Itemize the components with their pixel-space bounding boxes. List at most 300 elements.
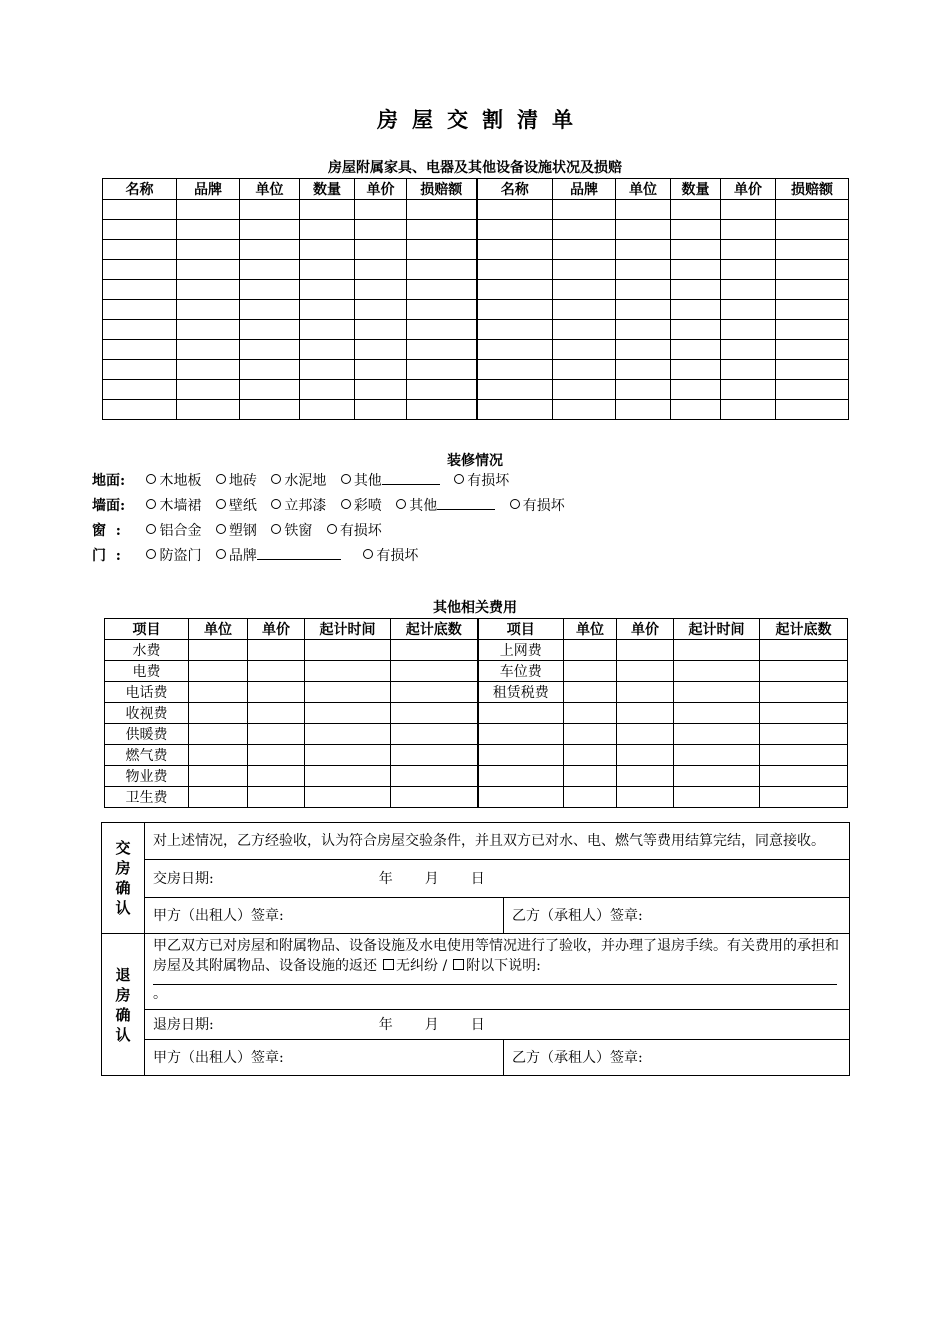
table-cell[interactable]	[671, 360, 721, 380]
table-cell[interactable]	[189, 724, 248, 745]
table-cell[interactable]	[248, 766, 305, 787]
table-cell[interactable]	[616, 400, 671, 420]
wall-wainscot-option[interactable]: 木墙裙	[146, 498, 201, 514]
table-cell[interactable]	[248, 724, 305, 745]
confirmation-table	[101, 822, 850, 1076]
radio-circle-icon	[146, 499, 156, 509]
table-cell[interactable]	[674, 787, 760, 808]
table-cell[interactable]	[305, 661, 391, 682]
table-cell[interactable]	[721, 380, 776, 400]
table-cell[interactable]	[477, 320, 553, 340]
window-damaged-option[interactable]: 有损坏	[327, 523, 382, 539]
table-cell[interactable]	[300, 380, 355, 400]
table-cell[interactable]	[477, 400, 553, 420]
col-brand: 品牌	[177, 179, 240, 200]
table-cell[interactable]	[617, 703, 674, 724]
table-cell[interactable]	[564, 682, 617, 703]
table-cell[interactable]	[305, 703, 391, 724]
table-cell[interactable]	[300, 320, 355, 340]
table-cell[interactable]	[553, 260, 616, 280]
fee-col-unit-2: 单位	[564, 619, 617, 640]
table-cell[interactable]	[671, 300, 721, 320]
table-cell[interactable]	[553, 320, 616, 340]
fee-item-label: 电话费	[105, 682, 189, 703]
table-cell[interactable]	[760, 766, 848, 787]
table-cell[interactable]	[776, 220, 849, 240]
table-cell[interactable]	[407, 280, 477, 300]
table-cell[interactable]	[674, 682, 760, 703]
table-row	[103, 200, 849, 220]
table-cell[interactable]	[355, 340, 407, 360]
fee-item-label: 卫生费	[105, 787, 189, 808]
door-brand-blank[interactable]	[257, 559, 341, 560]
table-row	[105, 661, 848, 682]
table-cell[interactable]	[564, 745, 617, 766]
return-statement-row	[102, 934, 850, 1010]
furniture-table	[102, 178, 849, 420]
table-cell[interactable]	[177, 380, 240, 400]
table-cell[interactable]	[103, 300, 177, 320]
table-cell[interactable]	[564, 766, 617, 787]
table-cell[interactable]	[776, 280, 849, 300]
table-row	[105, 703, 848, 724]
table-cell[interactable]	[721, 340, 776, 360]
door-row	[92, 544, 575, 569]
handover-statement-row	[102, 823, 850, 860]
table-cell[interactable]	[477, 220, 553, 240]
table-cell[interactable]	[477, 280, 553, 300]
table-cell[interactable]	[564, 661, 617, 682]
table-cell[interactable]	[407, 340, 477, 360]
table-cell[interactable]	[391, 724, 478, 745]
table-cell[interactable]	[305, 640, 391, 661]
table-cell[interactable]	[671, 200, 721, 220]
table-cell[interactable]	[721, 360, 776, 380]
table-cell[interactable]	[760, 703, 848, 724]
col-unit-price: 单价	[355, 179, 407, 200]
table-cell[interactable]	[355, 280, 407, 300]
col-quantity-2: 数量	[671, 179, 721, 200]
table-cell[interactable]	[674, 724, 760, 745]
table-cell[interactable]	[616, 340, 671, 360]
table-cell[interactable]	[760, 787, 848, 808]
return-statement: 甲乙双方已对房屋和附属物品、设备设施及水电使用等情况进行了验收，并办理了退房手续。有关费用的承担和房屋及其附属物品、设备设施的返还 无纠纷 / 附以下说明: 。	[145, 934, 850, 1010]
table-cell[interactable]	[240, 300, 300, 320]
table-cell[interactable]	[391, 787, 478, 808]
table-cell[interactable]	[103, 380, 177, 400]
table-cell[interactable]	[240, 280, 300, 300]
table-cell[interactable]	[305, 724, 391, 745]
floor-tile-option[interactable]: 地砖	[216, 473, 257, 489]
handover-date-field[interactable]: 交房日期: 年 月 日	[145, 860, 850, 898]
table-cell[interactable]	[553, 340, 616, 360]
table-cell[interactable]	[189, 682, 248, 703]
table-cell[interactable]	[189, 745, 248, 766]
table-cell[interactable]	[616, 320, 671, 340]
table-cell[interactable]	[305, 682, 391, 703]
col-unit: 单位	[240, 179, 300, 200]
window-iron-option[interactable]: 铁窗	[271, 523, 312, 539]
table-cell[interactable]	[616, 260, 671, 280]
table-cell[interactable]	[616, 300, 671, 320]
checkbox-icon[interactable]	[383, 959, 394, 970]
table-cell[interactable]	[674, 661, 760, 682]
wall-spray-option[interactable]: 彩喷	[341, 498, 382, 514]
table-cell[interactable]	[103, 340, 177, 360]
table-cell[interactable]	[103, 200, 177, 220]
window-aluminum-option[interactable]: 铝合金	[146, 523, 201, 539]
door-brand-option[interactable]: 品牌	[216, 548, 341, 564]
table-cell[interactable]	[553, 200, 616, 220]
table-cell[interactable]	[674, 703, 760, 724]
fee-col-start-reading: 起计底数	[391, 619, 478, 640]
table-cell[interactable]	[760, 724, 848, 745]
table-cell[interactable]	[300, 280, 355, 300]
return-party-a-signature[interactable]: 甲方（出租人）签章:	[145, 1040, 504, 1076]
table-cell[interactable]	[477, 260, 553, 280]
table-row	[103, 400, 849, 420]
radio-circle-icon	[341, 474, 351, 484]
table-row	[103, 220, 849, 240]
table-cell[interactable]	[355, 220, 407, 240]
table-cell[interactable]	[103, 280, 177, 300]
fee-item-label: 电费	[105, 661, 189, 682]
wall-other-blank[interactable]	[437, 509, 495, 510]
table-cell[interactable]	[776, 320, 849, 340]
table-cell[interactable]	[355, 300, 407, 320]
table-cell[interactable]	[355, 200, 407, 220]
table-row	[103, 260, 849, 280]
handover-date-row	[102, 860, 850, 898]
door-label: 门 :	[92, 548, 121, 564]
table-cell[interactable]	[391, 661, 478, 682]
table-cell[interactable]	[177, 280, 240, 300]
table-cell[interactable]	[189, 640, 248, 661]
table-cell[interactable]	[721, 280, 776, 300]
table-cell[interactable]	[240, 320, 300, 340]
table-cell[interactable]	[240, 380, 300, 400]
table-cell[interactable]	[240, 260, 300, 280]
table-cell[interactable]	[407, 200, 477, 220]
radio-circle-icon	[271, 474, 281, 484]
table-cell[interactable]	[300, 340, 355, 360]
table-cell[interactable]	[674, 640, 760, 661]
radio-circle-icon	[271, 499, 281, 509]
table-cell[interactable]	[477, 340, 553, 360]
table-row	[105, 766, 848, 787]
return-party-b-signature[interactable]: 乙方（承租人）签章:	[504, 1040, 850, 1076]
return-date-row	[102, 1010, 850, 1040]
table-cell[interactable]	[240, 240, 300, 260]
table-cell[interactable]	[177, 240, 240, 260]
window-label: 窗 :	[92, 523, 121, 539]
table-cell[interactable]	[305, 745, 391, 766]
table-cell[interactable]	[248, 703, 305, 724]
fee-col-price: 单价	[248, 619, 305, 640]
radio-circle-icon	[216, 549, 226, 559]
col-quantity: 数量	[300, 179, 355, 200]
table-cell[interactable]	[300, 200, 355, 220]
table-cell[interactable]	[355, 240, 407, 260]
table-cell[interactable]	[407, 240, 477, 260]
table-cell[interactable]	[721, 200, 776, 220]
fee-item-label: 供暖费	[105, 724, 189, 745]
table-cell[interactable]	[553, 400, 616, 420]
table-cell[interactable]	[391, 682, 478, 703]
table-cell[interactable]	[671, 220, 721, 240]
table-cell[interactable]	[391, 745, 478, 766]
table-cell[interactable]	[248, 661, 305, 682]
wall-other-option[interactable]: 其他	[396, 498, 495, 514]
floor-damaged-option[interactable]: 有损坏	[454, 473, 509, 489]
table-cell[interactable]	[177, 320, 240, 340]
fees-table	[104, 618, 848, 808]
table-cell[interactable]	[355, 380, 407, 400]
table-cell[interactable]	[477, 200, 553, 220]
table-cell[interactable]	[300, 400, 355, 420]
table-cell[interactable]	[477, 360, 553, 380]
table-cell[interactable]	[564, 787, 617, 808]
table-cell[interactable]	[776, 240, 849, 260]
table-row	[105, 745, 848, 766]
table-cell[interactable]	[674, 766, 760, 787]
table-cell[interactable]	[553, 220, 616, 240]
col-name-2: 名称	[477, 179, 553, 200]
fees-heading: 其他相关费用	[433, 600, 517, 616]
table-cell[interactable]	[616, 360, 671, 380]
handover-party-a-signature[interactable]: 甲方（出租人）签章:	[145, 898, 504, 934]
table-cell[interactable]	[616, 280, 671, 300]
col-compensation: 损赔额	[407, 179, 477, 200]
table-cell[interactable]	[721, 320, 776, 340]
table-cell[interactable]	[240, 360, 300, 380]
table-cell[interactable]	[671, 340, 721, 360]
table-cell[interactable]	[671, 380, 721, 400]
table-cell[interactable]	[248, 787, 305, 808]
table-cell[interactable]	[477, 380, 553, 400]
fee-item-label: 车位费	[478, 661, 564, 682]
table-cell[interactable]	[177, 200, 240, 220]
wall-wallpaper-option[interactable]: 壁纸	[216, 498, 257, 514]
table-row	[103, 380, 849, 400]
table-cell[interactable]	[177, 400, 240, 420]
floor-wood-option[interactable]: 木地板	[146, 473, 201, 489]
table-cell[interactable]	[477, 300, 553, 320]
radio-circle-icon	[216, 499, 226, 509]
radio-circle-icon	[341, 499, 351, 509]
table-row	[103, 280, 849, 300]
table-cell[interactable]	[617, 661, 674, 682]
fee-item-label	[478, 787, 564, 808]
table-cell[interactable]	[305, 787, 391, 808]
table-cell[interactable]	[721, 240, 776, 260]
table-cell[interactable]	[721, 220, 776, 240]
table-cell[interactable]	[103, 360, 177, 380]
fee-item-label: 租赁税费	[478, 682, 564, 703]
table-cell[interactable]	[240, 340, 300, 360]
table-cell[interactable]	[760, 640, 848, 661]
table-cell[interactable]	[407, 260, 477, 280]
table-cell[interactable]	[391, 640, 478, 661]
fee-col-item: 项目	[105, 619, 189, 640]
table-cell[interactable]	[103, 320, 177, 340]
table-cell[interactable]	[553, 240, 616, 260]
floor-label: 地面:	[92, 473, 126, 489]
fee-col-start-reading-2: 起计底数	[760, 619, 848, 640]
table-cell[interactable]	[300, 240, 355, 260]
table-row	[103, 240, 849, 260]
fees-header-row	[105, 619, 848, 640]
table-cell[interactable]	[177, 360, 240, 380]
table-cell[interactable]	[760, 661, 848, 682]
table-cell[interactable]	[776, 200, 849, 220]
table-cell[interactable]	[177, 220, 240, 240]
table-cell[interactable]	[407, 400, 477, 420]
table-cell[interactable]	[553, 380, 616, 400]
handover-party-b-signature[interactable]: 乙方（承租人）签章:	[504, 898, 850, 934]
table-cell[interactable]	[776, 260, 849, 280]
table-cell[interactable]	[671, 260, 721, 280]
table-cell[interactable]	[616, 200, 671, 220]
table-cell[interactable]	[103, 400, 177, 420]
table-cell[interactable]	[721, 260, 776, 280]
table-cell[interactable]	[177, 260, 240, 280]
table-cell[interactable]	[760, 682, 848, 703]
table-cell[interactable]	[617, 745, 674, 766]
checkbox-icon[interactable]	[453, 959, 464, 970]
wall-row	[92, 494, 575, 519]
table-cell[interactable]	[674, 745, 760, 766]
door-security-option[interactable]: 防盗门	[146, 548, 201, 564]
table-cell[interactable]	[305, 766, 391, 787]
radio-circle-icon	[146, 474, 156, 484]
radio-circle-icon	[216, 524, 226, 534]
table-cell[interactable]	[355, 260, 407, 280]
table-cell[interactable]	[617, 766, 674, 787]
table-cell[interactable]	[189, 703, 248, 724]
radio-circle-icon	[363, 549, 373, 559]
table-cell[interactable]	[564, 703, 617, 724]
window-plastic-option[interactable]: 塑钢	[216, 523, 257, 539]
table-cell[interactable]	[248, 640, 305, 661]
return-date-field[interactable]: 退房日期: 年 月 日	[145, 1010, 850, 1040]
table-cell[interactable]	[721, 400, 776, 420]
table-cell[interactable]	[671, 320, 721, 340]
table-cell[interactable]	[300, 260, 355, 280]
fee-item-label	[478, 724, 564, 745]
table-cell[interactable]	[553, 280, 616, 300]
table-cell[interactable]	[103, 260, 177, 280]
table-cell[interactable]	[776, 380, 849, 400]
table-cell[interactable]	[240, 220, 300, 240]
floor-other-blank[interactable]	[382, 484, 440, 485]
table-cell[interactable]	[477, 240, 553, 260]
table-cell[interactable]	[391, 703, 478, 724]
wall-paint-option[interactable]: 立邦漆	[271, 498, 326, 514]
wall-damaged-option[interactable]: 有损坏	[510, 498, 565, 514]
table-cell[interactable]	[617, 640, 674, 661]
table-cell[interactable]	[177, 340, 240, 360]
table-cell[interactable]	[103, 240, 177, 260]
table-row	[103, 340, 849, 360]
table-cell[interactable]	[240, 400, 300, 420]
table-cell[interactable]	[300, 300, 355, 320]
return-note-line[interactable]	[153, 976, 837, 985]
table-cell[interactable]	[776, 400, 849, 420]
table-cell[interactable]	[407, 320, 477, 340]
handover-sign-row	[102, 898, 850, 934]
table-cell[interactable]	[240, 200, 300, 220]
renovation-heading: 装修情况	[447, 453, 503, 469]
table-cell[interactable]	[553, 300, 616, 320]
floor-cement-option[interactable]: 水泥地	[271, 473, 326, 489]
table-cell[interactable]	[553, 360, 616, 380]
fee-col-price-2: 单价	[617, 619, 674, 640]
radio-circle-icon	[216, 474, 226, 484]
table-cell[interactable]	[616, 240, 671, 260]
table-cell[interactable]	[616, 380, 671, 400]
fee-item-label: 收视费	[105, 703, 189, 724]
table-cell[interactable]	[407, 360, 477, 380]
fee-item-label: 燃气费	[105, 745, 189, 766]
table-cell[interactable]	[248, 745, 305, 766]
table-cell[interactable]	[355, 320, 407, 340]
table-cell[interactable]	[355, 400, 407, 420]
col-compensation-2: 损赔额	[776, 179, 849, 200]
table-cell[interactable]	[407, 300, 477, 320]
table-cell[interactable]	[103, 220, 177, 240]
table-cell[interactable]	[391, 766, 478, 787]
handover-side-label: 交房确认	[102, 823, 145, 934]
table-cell[interactable]	[776, 360, 849, 380]
furniture-header-row	[103, 179, 849, 200]
door-damaged-option[interactable]: 有损坏	[363, 548, 418, 564]
table-cell[interactable]	[177, 300, 240, 320]
table-cell[interactable]	[616, 220, 671, 240]
table-cell[interactable]	[776, 300, 849, 320]
table-cell[interactable]	[407, 220, 477, 240]
floor-other-option[interactable]: 其他	[341, 473, 440, 489]
fee-item-label: 物业费	[105, 766, 189, 787]
table-cell[interactable]	[617, 724, 674, 745]
fee-col-item-2: 项目	[478, 619, 564, 640]
table-cell[interactable]	[776, 340, 849, 360]
window-row	[92, 519, 575, 544]
table-row	[105, 724, 848, 745]
table-cell[interactable]	[721, 300, 776, 320]
table-cell[interactable]	[189, 766, 248, 787]
table-cell[interactable]	[248, 682, 305, 703]
table-cell[interactable]	[617, 682, 674, 703]
fee-item-label	[478, 766, 564, 787]
table-cell[interactable]	[189, 661, 248, 682]
wall-label: 墙面:	[92, 498, 126, 514]
table-cell[interactable]	[617, 787, 674, 808]
table-cell[interactable]	[671, 400, 721, 420]
table-cell[interactable]	[300, 360, 355, 380]
table-cell[interactable]	[407, 380, 477, 400]
col-unit-price-2: 单价	[721, 179, 776, 200]
table-cell[interactable]	[189, 787, 248, 808]
radio-circle-icon	[271, 524, 281, 534]
table-cell[interactable]	[760, 745, 848, 766]
table-cell[interactable]	[564, 640, 617, 661]
table-cell[interactable]	[671, 240, 721, 260]
table-cell[interactable]	[355, 360, 407, 380]
table-cell[interactable]	[671, 280, 721, 300]
table-cell[interactable]	[300, 220, 355, 240]
table-cell[interactable]	[564, 724, 617, 745]
